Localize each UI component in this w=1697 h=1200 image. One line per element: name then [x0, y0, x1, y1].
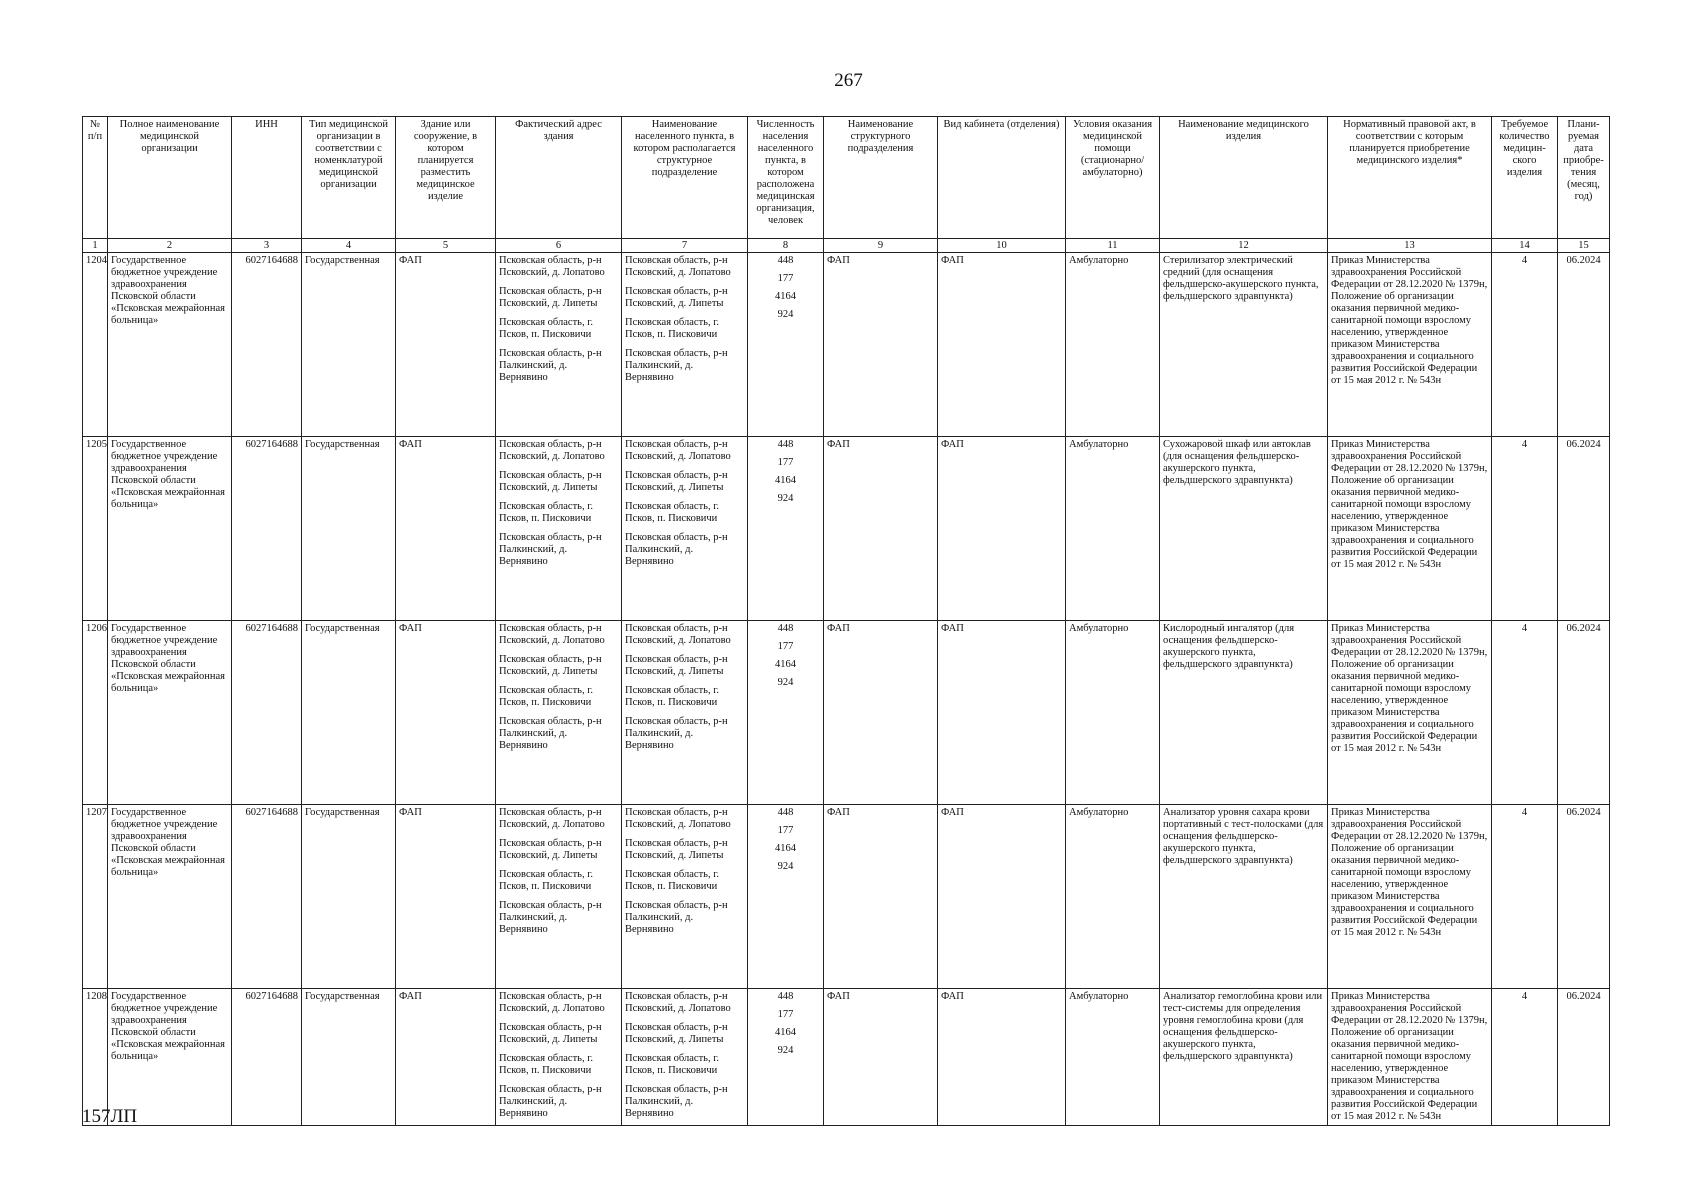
column-number: 12 [1160, 239, 1328, 253]
population: 4164 [775, 291, 796, 302]
purchase-date: 06.2024 [1558, 437, 1610, 621]
fact-address: Псковская область, р-н Псковский, д. Липеты [499, 286, 602, 309]
settlement: Псковская область, р-н Палкинский, д. Вернявино [625, 716, 728, 751]
settlement: Псковская область, р-н Палкинский, д. Вернявино [625, 532, 728, 567]
building: ФАП [396, 989, 496, 1126]
cabinet-type: ФАП [938, 989, 1066, 1126]
fact-address: Псковская область, р-н Палкинский, д. Вернявино [499, 532, 602, 567]
subdivision: ФАП [824, 253, 938, 437]
population: 924 [777, 493, 794, 504]
settlement: Псковская область, р-н Псковский, д. Лопатово [625, 255, 731, 278]
subdivision: ФАП [824, 621, 938, 805]
table-row [83, 989, 1610, 1126]
column-number: 2 [108, 239, 232, 253]
column-number: 15 [1558, 239, 1610, 253]
population: 924 [777, 309, 794, 320]
fact-address: Псковская область, р-н Палкинский, д. Вернявино [499, 348, 602, 383]
population: 177 [777, 457, 794, 468]
population: 4164 [775, 1027, 796, 1038]
population: 448 [777, 623, 794, 634]
column-number: 11 [1066, 239, 1160, 253]
org-name: Государственное бюджетное учреждение здравоохранения Псковской области «Псковская межрайонная больница» [108, 253, 232, 437]
settlement: Псковская область, р-н Палкинский, д. Вернявино [625, 1084, 728, 1119]
purchase-date: 06.2024 [1558, 805, 1610, 989]
device-name: Анализатор уровня сахара крови портативный с тест-полосками (для оснащения фельдшерско-акушерского пункта, фельдшерского здравпункта) [1160, 805, 1328, 989]
inn: 6027164688 [232, 805, 302, 989]
org-type: Государственная [302, 253, 396, 437]
column-number-row [83, 239, 1610, 253]
table-row [83, 253, 1610, 437]
settlement: Псковская область, р-н Псковский, д. Лопатово [625, 623, 731, 646]
column-number: 8 [748, 239, 824, 253]
subdivision: ФАП [824, 989, 938, 1126]
equipment-registry-table [82, 116, 1610, 1126]
legal-act: Приказ Министерства здравоохранения Российской Федерации от 28.12.2020 № 1379н, Положение об организации оказания первичной медико-санитарной помощи взрослому населению, утвержденное приказом Министерства здравоохранения и социального развития Российской Федерации от 15 мая 2012 г. № 543н [1328, 253, 1492, 437]
legal-act: Приказ Министерства здравоохранения Российской Федерации от 28.12.2020 № 1379н, Положение об организации оказания первичной медико-санитарной помощи взрослому населению, утвержденное приказом Министерства здравоохранения и социального развития Российской Федерации от 15 мая 2012 г. № 543н [1328, 989, 1492, 1126]
cabinet-type: ФАП [938, 805, 1066, 989]
population: 4164 [775, 843, 796, 854]
building: ФАП [396, 621, 496, 805]
legal-act: Приказ Министерства здравоохранения Российской Федерации от 28.12.2020 № 1379н, Положение об организации оказания первичной медико-санитарной помощи взрослому населению, утвержденное приказом Министерства здравоохранения и социального развития Российской Федерации от 15 мая 2012 г. № 543н [1328, 621, 1492, 805]
column-number: 6 [496, 239, 622, 253]
header-row [83, 117, 1610, 239]
fact-address: Псковская область, р-н Псковский, д. Липеты [499, 654, 602, 677]
org-name: Государственное бюджетное учреждение здравоохранения Псковской области «Псковская межрайонная больница» [108, 805, 232, 989]
subdivision: ФАП [824, 805, 938, 989]
inn: 6027164688 [232, 621, 302, 805]
fact-address: Псковская область, г. Псков, п. Писковичи [499, 1053, 593, 1076]
building: ФАП [396, 253, 496, 437]
cabinet-type: ФАП [938, 253, 1066, 437]
cabinet-type: ФАП [938, 621, 1066, 805]
org-type: Государственная [302, 805, 396, 989]
settlement: Псковская область, р-н Псковский, д. Липеты [625, 1022, 728, 1045]
fact-address: Псковская область, г. Псков, п. Писковичи [499, 869, 593, 892]
fact-address-cell [496, 989, 622, 1126]
header-cell: Вид кабинета (отделения) [938, 117, 1066, 239]
settlement: Псковская область, г. Псков, п. Писковичи [625, 501, 719, 524]
quantity: 4 [1492, 989, 1558, 1126]
building: ФАП [396, 805, 496, 989]
settlement: Псковская область, р-н Палкинский, д. Вернявино [625, 900, 728, 935]
device-name: Кислородный ингалятор (для оснащения фельдшерско-акушерского пункта, фельдшерского здравпункта) [1160, 621, 1328, 805]
header-cell: Наименование населенного пункта, в котором располагается структурное подразделение [622, 117, 748, 239]
purchase-date: 06.2024 [1558, 621, 1610, 805]
settlement: Псковская область, г. Псков, п. Писковичи [625, 869, 719, 892]
settlement-cell [622, 253, 748, 437]
care-conditions: Амбулаторно [1066, 253, 1160, 437]
fact-address: Псковская область, р-н Псковский, д. Лопатово [499, 623, 605, 646]
population-cell [748, 621, 824, 805]
fact-address: Псковская область, р-н Палкинский, д. Вернявино [499, 900, 602, 935]
row-number: 1208 [83, 989, 108, 1126]
fact-address: Псковская область, г. Псков, п. Писковичи [499, 317, 593, 340]
header-cell: Полное наименование медицинской организации [108, 117, 232, 239]
fact-address: Псковская область, г. Псков, п. Писковичи [499, 685, 593, 708]
population-cell [748, 989, 824, 1126]
header-cell: Тип медицинской организации в соответствии с номенклатурой медицинской организации [302, 117, 396, 239]
column-number: 7 [622, 239, 748, 253]
purchase-date: 06.2024 [1558, 253, 1610, 437]
row-number: 1204 [83, 253, 108, 437]
column-number: 3 [232, 239, 302, 253]
legal-act: Приказ Министерства здравоохранения Российской Федерации от 28.12.2020 № 1379н, Положение об организации оказания первичной медико-санитарной помощи взрослому населению, утвержденное приказом Министерства здравоохранения и социального развития Российской Федерации от 15 мая 2012 г. № 543н [1328, 805, 1492, 989]
legal-act: Приказ Министерства здравоохранения Российской Федерации от 28.12.2020 № 1379н, Положение об организации оказания первичной медико-санитарной помощи взрослому населению, утвержденное приказом Министерства здравоохранения и социального развития Российской Федерации от 15 мая 2012 г. № 543н [1328, 437, 1492, 621]
header-cell: Наименование структурного подразделения [824, 117, 938, 239]
column-number: 10 [938, 239, 1066, 253]
settlement: Псковская область, р-н Палкинский, д. Вернявино [625, 348, 728, 383]
settlement: Псковская область, р-н Псковский, д. Липеты [625, 286, 728, 309]
population: 4164 [775, 659, 796, 670]
fact-address-cell [496, 621, 622, 805]
header-cell: Здание или сооружение, в котором планируется разместить медицинское изделие [396, 117, 496, 239]
page-number: 267 [834, 70, 863, 91]
column-number: 1 [83, 239, 108, 253]
org-type: Государственная [302, 437, 396, 621]
fact-address-cell [496, 805, 622, 989]
settlement: Псковская область, р-н Псковский, д. Липеты [625, 654, 728, 677]
population: 448 [777, 991, 794, 1002]
header-cell: ИНН [232, 117, 302, 239]
building: ФАП [396, 437, 496, 621]
org-type: Государственная [302, 989, 396, 1126]
column-number: 14 [1492, 239, 1558, 253]
device-name: Сухожаровой шкаф или автоклав (для оснащения фельдшерско-акушерского пункта, фельдшерского здравпункта) [1160, 437, 1328, 621]
population: 448 [777, 807, 794, 818]
org-name: Государственное бюджетное учреждение здравоохранения Псковской области «Псковская межрайонная больница» [108, 989, 232, 1126]
column-number: 9 [824, 239, 938, 253]
population: 448 [777, 439, 794, 450]
fact-address: Псковская область, р-н Псковский, д. Липеты [499, 1022, 602, 1045]
care-conditions: Амбулаторно [1066, 805, 1160, 989]
settlement-cell [622, 989, 748, 1126]
fact-address: Псковская область, р-н Псковский, д. Липеты [499, 838, 602, 861]
care-conditions: Амбулаторно [1066, 437, 1160, 621]
settlement: Псковская область, р-н Псковский, д. Лопатово [625, 439, 731, 462]
population: 177 [777, 273, 794, 284]
header-cell: Плани-руемая дата приобре-тения (месяц, год) [1558, 117, 1610, 239]
table-row [83, 805, 1610, 989]
population: 924 [777, 677, 794, 688]
header-cell: Нормативный правовой акт, в соответствии с которым планируется приобретение медицинского изделия* [1328, 117, 1492, 239]
header-cell: Численность населения населенного пункта, в котором расположена медицинская организация, человек [748, 117, 824, 239]
header-cell: Требуемое количество медицин-ского изделия [1492, 117, 1558, 239]
cabinet-type: ФАП [938, 437, 1066, 621]
quantity: 4 [1492, 437, 1558, 621]
settlement: Псковская область, р-н Псковский, д. Липеты [625, 470, 728, 493]
population: 177 [777, 1009, 794, 1020]
settlement: Псковская область, р-н Псковский, д. Липеты [625, 838, 728, 861]
column-number: 13 [1328, 239, 1492, 253]
table-row [83, 621, 1610, 805]
table-row [83, 437, 1610, 621]
fact-address: Псковская область, р-н Псковский, д. Лопатово [499, 991, 605, 1014]
header-cell: № п/п [83, 117, 108, 239]
population: 4164 [775, 475, 796, 486]
settlement-cell [622, 621, 748, 805]
population: 177 [777, 825, 794, 836]
column-number: 5 [396, 239, 496, 253]
column-number: 4 [302, 239, 396, 253]
fact-address: Псковская область, р-н Палкинский, д. Вернявино [499, 1084, 602, 1119]
population-cell [748, 805, 824, 989]
fact-address: Псковская область, р-н Псковский, д. Лопатово [499, 439, 605, 462]
org-type: Государственная [302, 621, 396, 805]
care-conditions: Амбулаторно [1066, 989, 1160, 1126]
population: 448 [777, 255, 794, 266]
header-cell: Условия оказания медицинской помощи (стационарно/ амбулаторно) [1066, 117, 1160, 239]
fact-address: Псковская область, г. Псков, п. Писковичи [499, 501, 593, 524]
header-cell: Фактический адрес здания [496, 117, 622, 239]
population-cell [748, 437, 824, 621]
header-cell: Наименование медицинского изделия [1160, 117, 1328, 239]
row-number: 1207 [83, 805, 108, 989]
fact-address: Псковская область, р-н Псковский, д. Лопатово [499, 255, 605, 278]
fact-address: Псковская область, р-н Псковский, д. Лопатово [499, 807, 605, 830]
inn: 6027164688 [232, 437, 302, 621]
device-name: Стерилизатор электрический средний (для оснащения фельдшерско-акушерского пункта, фельдшерского здравпункта) [1160, 253, 1328, 437]
settlement: Псковская область, р-н Псковский, д. Лопатово [625, 991, 731, 1014]
settlement: Псковская область, г. Псков, п. Писковичи [625, 685, 719, 708]
settlement-cell [622, 805, 748, 989]
fact-address: Псковская область, р-н Палкинский, д. Вернявино [499, 716, 602, 751]
population: 924 [777, 1045, 794, 1056]
document-code: 157ЛП [82, 1106, 138, 1127]
quantity: 4 [1492, 253, 1558, 437]
population: 177 [777, 641, 794, 652]
row-number: 1205 [83, 437, 108, 621]
inn: 6027164688 [232, 253, 302, 437]
subdivision: ФАП [824, 437, 938, 621]
care-conditions: Амбулаторно [1066, 621, 1160, 805]
purchase-date: 06.2024 [1558, 989, 1610, 1126]
settlement-cell [622, 437, 748, 621]
fact-address: Псковская область, р-н Псковский, д. Липеты [499, 470, 602, 493]
settlement: Псковская область, г. Псков, п. Писковичи [625, 317, 719, 340]
table-body [83, 253, 1610, 1126]
quantity: 4 [1492, 805, 1558, 989]
row-number: 1206 [83, 621, 108, 805]
fact-address-cell [496, 253, 622, 437]
org-name: Государственное бюджетное учреждение здравоохранения Псковской области «Псковская межрайонная больница» [108, 621, 232, 805]
population-cell [748, 253, 824, 437]
fact-address-cell [496, 437, 622, 621]
settlement: Псковская область, г. Псков, п. Писковичи [625, 1053, 719, 1076]
org-name: Государственное бюджетное учреждение здравоохранения Псковской области «Псковская межрайонная больница» [108, 437, 232, 621]
population: 924 [777, 861, 794, 872]
settlement: Псковская область, р-н Псковский, д. Лопатово [625, 807, 731, 830]
device-name: Анализатор гемоглобина крови или тест-системы для определения уровня гемоглобина крови (для оснащения фельдшерско-акушерского пункта, фельдшерского здравпункта) [1160, 989, 1328, 1126]
inn: 6027164688 [232, 989, 302, 1126]
quantity: 4 [1492, 621, 1558, 805]
